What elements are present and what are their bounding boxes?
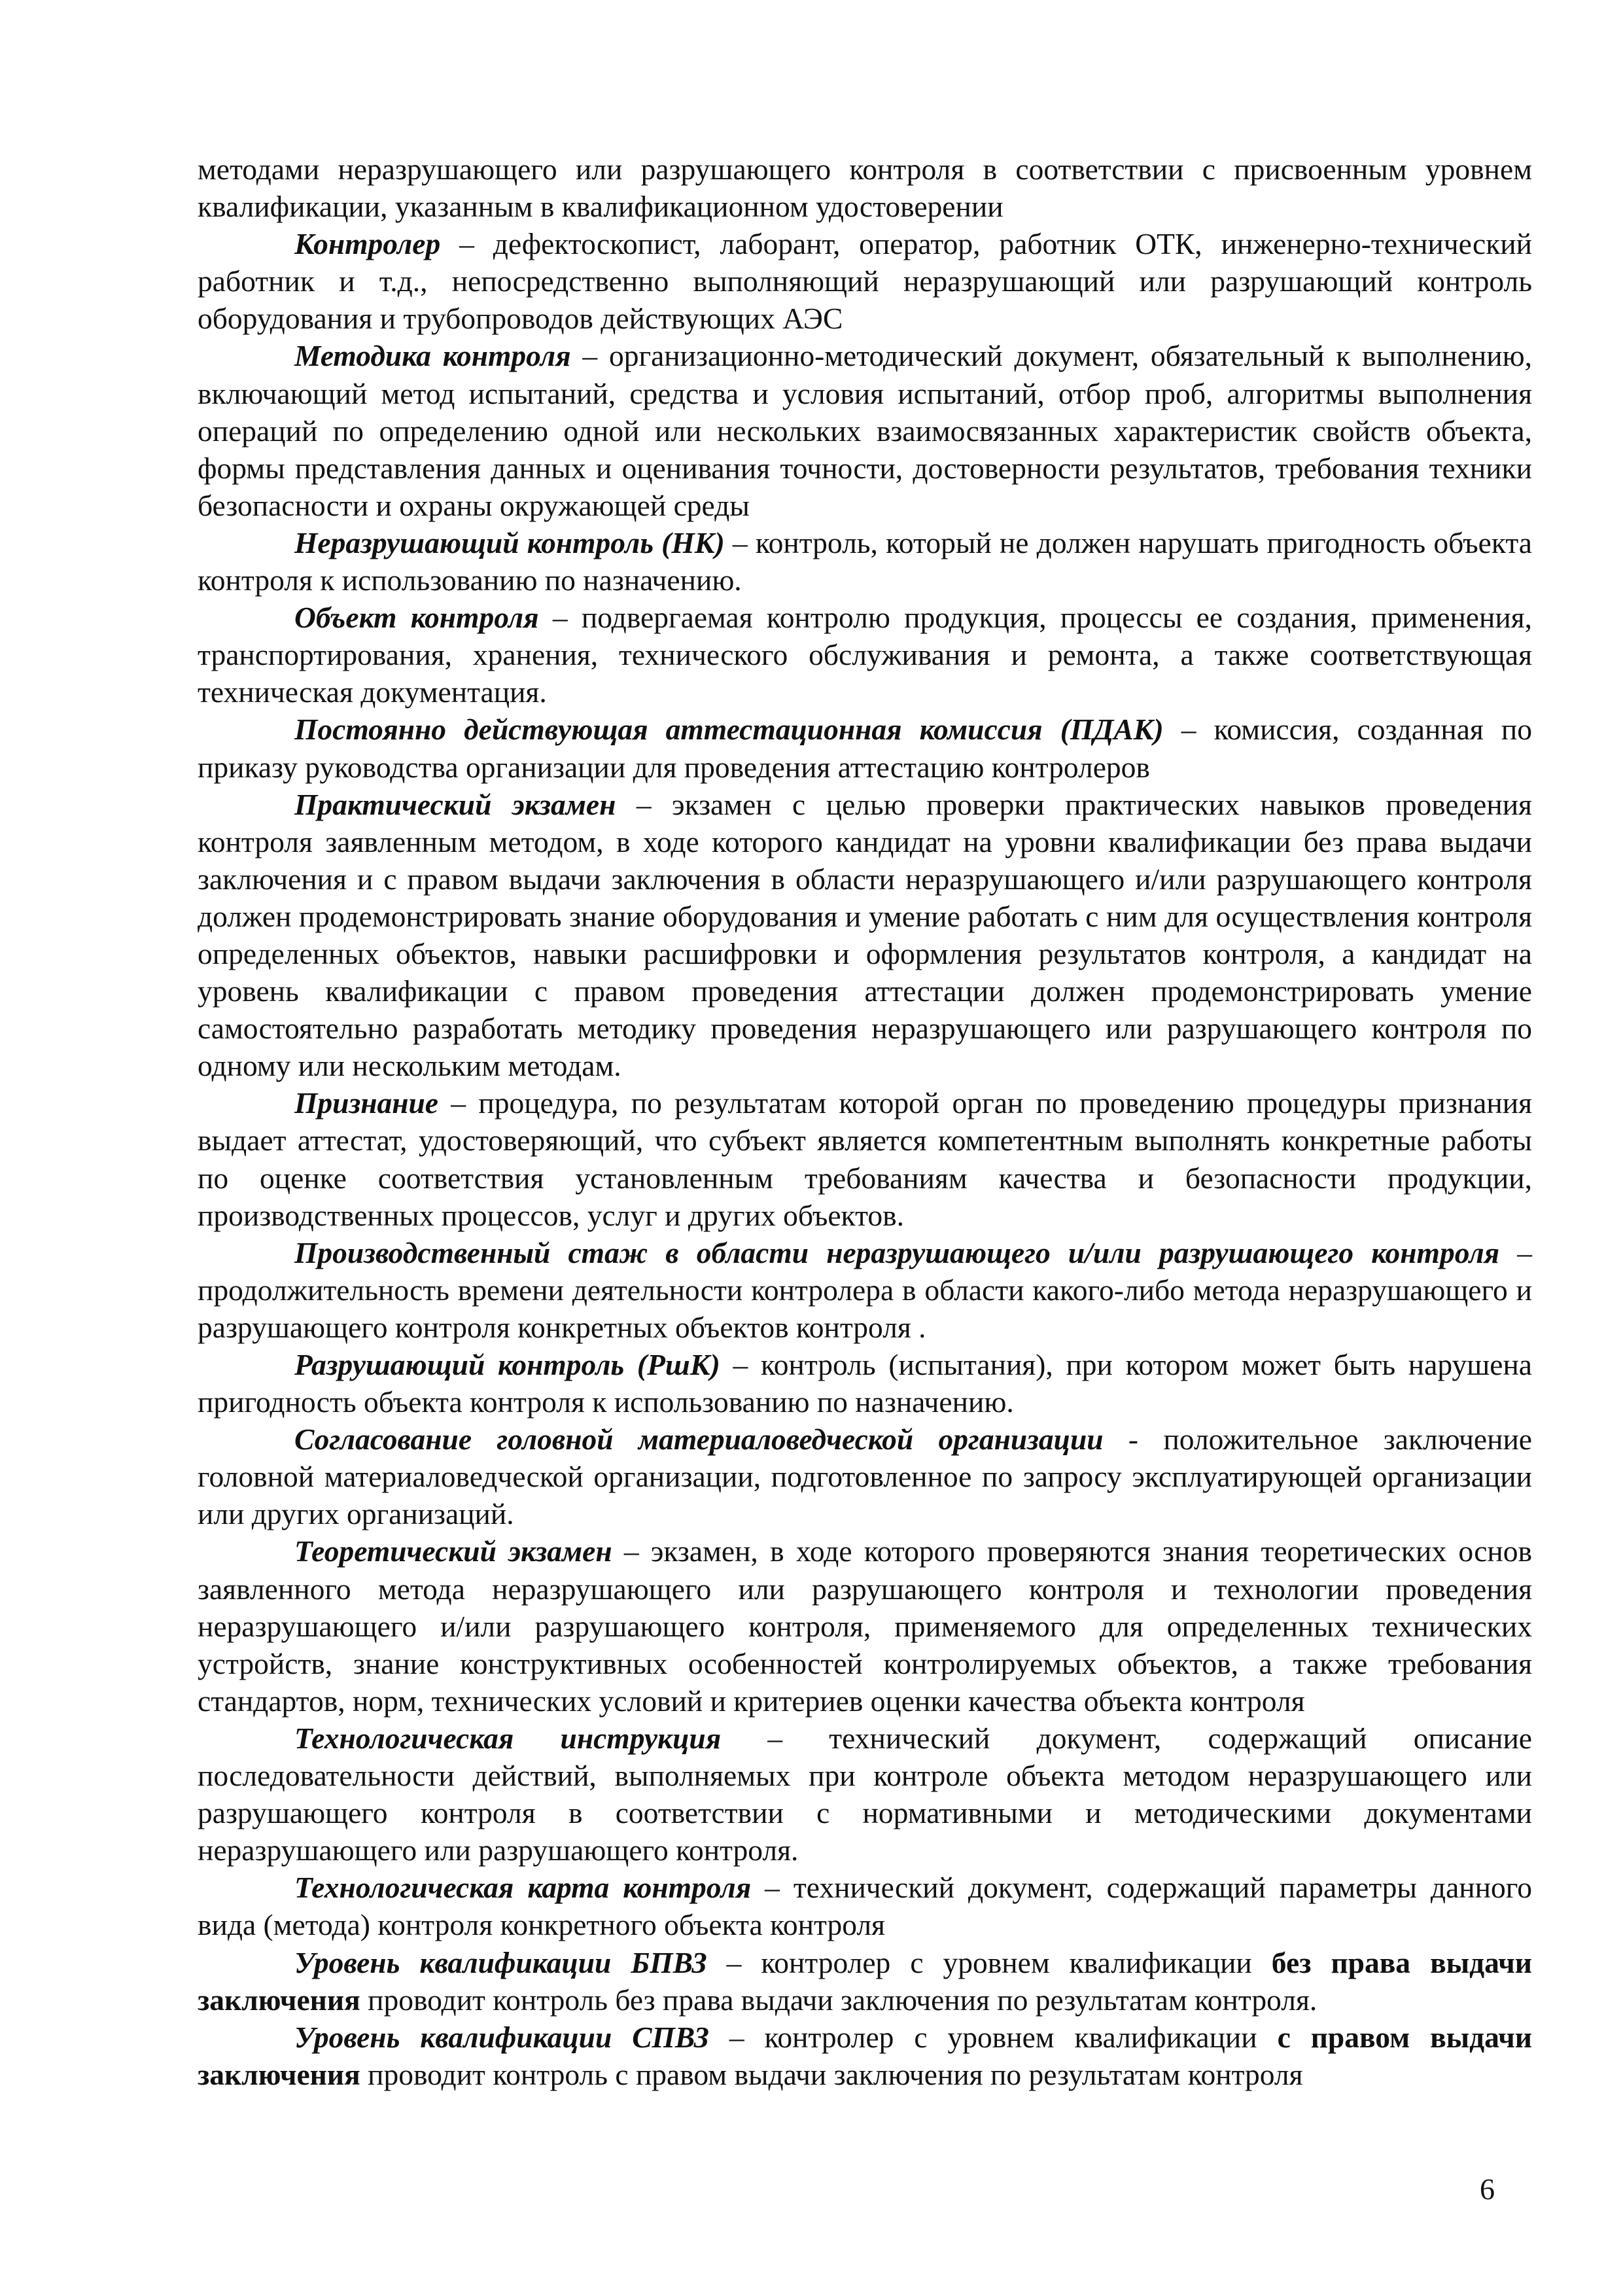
- definition-teoreticheskiy-ekzamen: [198, 1532, 1532, 1719]
- definition-term: Согласование головной материаловедческой организации: [294, 1422, 1104, 1457]
- definition-term: Технологическая инструкция: [294, 1721, 722, 1755]
- definition-text: – экзамен, в ходе которого проверяются знания теоретических основ заявленного метода неразрушающего или разрушающего контроля и технологии проведения неразрушающего и/или разрушающего контроля, применяемого для определенных технических устройств, знание конструктивных особенностей контролируемых объектов, а также требования стандартов, норм, технических условий и критериев оценки качества объекта контроля: [198, 1534, 1533, 1718]
- definition-razrushayushchiy-kontrol: [198, 1346, 1532, 1421]
- definition-tekhnologicheskaya-instruktsiya: [198, 1720, 1532, 1869]
- definition-emphasis: с правом выдачи заключения: [198, 2020, 1532, 2091]
- definition-uroven-spvz: [198, 2019, 1532, 2093]
- definition-text: – контролер с уровнем квалификации: [708, 2020, 1278, 2054]
- definition-term: Объект контроля: [294, 601, 539, 635]
- definition-term: Практический экзамен: [294, 787, 616, 821]
- definition-uroven-bpvz: [198, 1944, 1532, 2019]
- definition-text: – контроль, который не должен нарушать пригодность объекта контроля к использованию по назначению.: [198, 525, 1532, 597]
- definition-term: Разрушающий контроль (РшК): [294, 1348, 720, 1381]
- definition-text: проводит контроль без права выдачи заключения по результатам контроля.: [360, 1983, 1318, 2017]
- definition-term: Уровень квалификации БПВЗ: [294, 1945, 707, 1979]
- definition-text: – организационно-методический документ, обязательный к выполнению, включающий метод испытаний, средства и условия испытаний, отбор проб, алгоритмы выполнения операций по определению одной или нескольких взаимосвязанных характеристик свойств объекта, формы представления данных и оценивания точности, достоверности результатов, требования техники безопасности и охраны окружающей среды: [198, 339, 1532, 522]
- definition-text: – комиссия, созданная по приказу руководства организации для проведения аттестацию контролеров: [198, 713, 1532, 784]
- definition-kontroler: [198, 225, 1532, 337]
- definition-term: Методика контроля: [294, 339, 571, 373]
- definition-term: Признание: [294, 1086, 438, 1120]
- definition-term: Производственный стаж в области неразрушающего и/или разрушающего контроля: [294, 1235, 1500, 1269]
- intro-paragraph: методами неразрушающего или разрушающего контроля в соответствии с присвоенным уровнем квалификации, указанным в квалификационном удостоверении: [198, 152, 1532, 224]
- definition-nerazrushayushchiy-kontrol: [198, 524, 1532, 599]
- definition-soglasovanie: [198, 1421, 1532, 1532]
- definition-term: Теоретический экзамен: [294, 1534, 612, 1568]
- definition-text: – продолжительность времени деятельности контролера в области какого-либо метода неразрушающего и разрушающего контроля конкретных объектов контроля .: [198, 1235, 1533, 1344]
- definition-text: – контролер с уровнем квалификации: [707, 1945, 1272, 1979]
- definition-text: – экзамен с целью проверки практических навыков проведения контроля заявленным методом, в ходе которого кандидат на уровни квалификации без права выдачи заключения и с правом выдачи заключения в области неразрушающего и/или разрушающего контроля должен продемонстрировать знание оборудования и умение работать с ним для осуществления контроля определенных объектов, навыки расшифровки и оформления результатов контроля, а кандидат на уровень квалификации с правом проведения аттестации должен продемонстрировать умение самостоятельно разработать методику проведения неразрушающего или разрушающего контроля по одному или нескольким методам.: [198, 787, 1532, 1083]
- definition-prakticheskiy-ekzamen: [198, 786, 1532, 1085]
- definition-text: – дефектоскопист, лаборант, оператор, работник ОТК, инженерно-технический работник и т.д., непосредственно выполняющий неразрушающий или разрушающий контроль оборудования и трубопроводов действующих АЭС: [198, 227, 1532, 336]
- page-number: 6: [1480, 2172, 1495, 2206]
- definition-emphasis: без права выдачи заключения: [198, 1945, 1532, 2017]
- definition-proizvodstvennyy-stazh: [198, 1234, 1532, 1346]
- definition-term: Уровень квалификации СПВЗ: [294, 2020, 709, 2054]
- definition-text: – технический документ, содержащий параметры данного вида (метода) контроля конкретного объекта контроля: [198, 1871, 1533, 1942]
- definition-text: проводит контроль с правом выдачи заключения по результатам контроля: [360, 2057, 1303, 2091]
- definition-text: – контроль (испытания), при котором может быть нарушена пригодность объекта контроля к использованию по назначению.: [198, 1348, 1532, 1419]
- definition-text: – технический документ, содержащий описание последовательности действий, выполняемых при контроле объекта методом неразрушающего или разрушающего контроля в соответствии с нормативными и методическими документами неразрушающего или разрушающего контроля.: [198, 1721, 1532, 1867]
- definition-term: Технологическая карта контроля: [294, 1871, 752, 1905]
- definition-term: Постоянно действующая аттестационная комиссия (ПДАК): [294, 713, 1164, 747]
- definition-metodika-kontrolya: [198, 337, 1532, 523]
- definition-pdak: [198, 711, 1532, 785]
- definition-obekt-kontrolya: [198, 599, 1532, 711]
- definition-priznanie: [198, 1084, 1532, 1233]
- definition-text: – подвергаемая контролю продукция, процессы ее создания, применения, транспортирования, хранения, технического обслуживания и ремонта, а также соответствующая техническая документация.: [198, 601, 1532, 709]
- document-body: [198, 150, 1532, 2093]
- definition-term: Контролер: [294, 227, 441, 261]
- definition-text: - положительное заключение головной материаловедческой организации, подготовленное по запросу эксплуатирующей организации или других организаций.: [198, 1422, 1532, 1531]
- definition-tekhnologicheskaya-karta: [198, 1869, 1532, 1943]
- definition-text: – процедура, по результатам которой орган по проведению процедуры признания выдает аттестат, удостоверяющий, что субъект является компетентным выполнять конкретные работы по оценке соответствия установленным требованиям качества и безопасности продукции, производственных процессов, услуг и других объектов.: [198, 1086, 1532, 1232]
- definition-term: Неразрушающий контроль (НК): [294, 525, 725, 559]
